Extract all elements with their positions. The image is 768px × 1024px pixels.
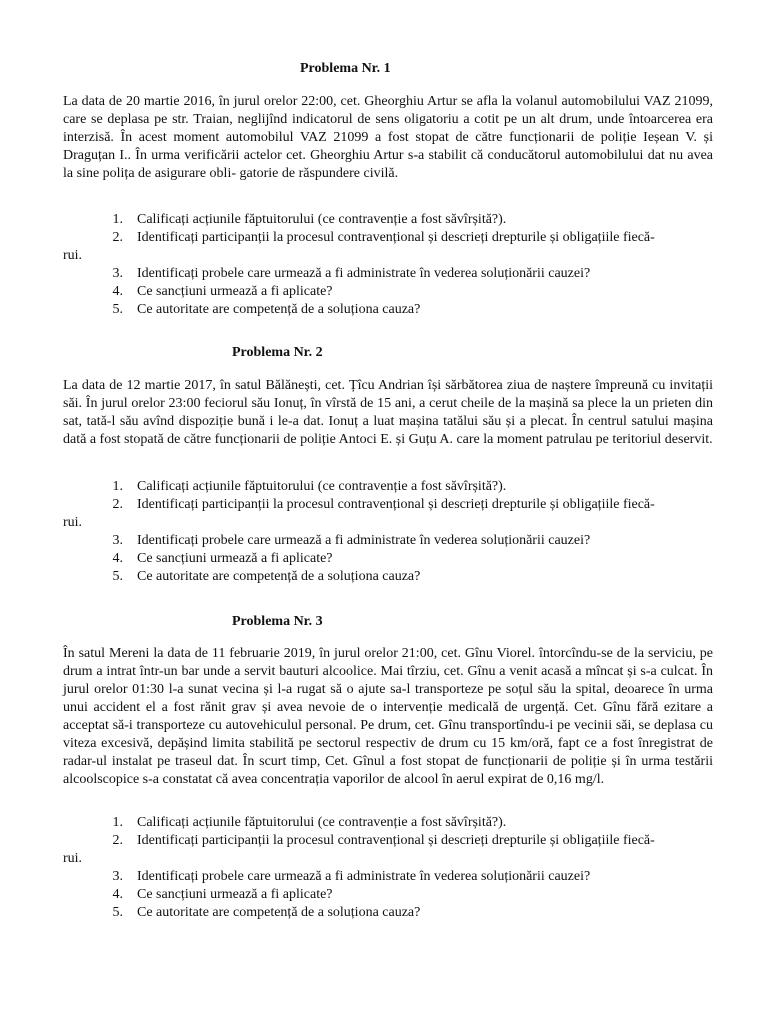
question-item: 4. Ce sancțiuni urmează a fi aplicate? <box>112 284 333 299</box>
question-item: 5. Ce autoritate are competență de a soluționa cauza? <box>112 905 421 920</box>
question-item: 1. Calificați acțiunile făptuitorului (ce contravenție a fost săvîrșită?). <box>112 815 507 830</box>
question-item: 2. Identificați participanții la procesul contravențional și descrieți drepturile și obligațiile fiecă- rui. <box>63 230 655 263</box>
question-item: 3. Identificați probele care urmează a fi administrate în vederea soluționării cauzei? <box>112 869 591 884</box>
question-item: 1. Calificați acțiunile făptuitorului (ce contravenție a fost săvîrșită?). <box>112 212 507 227</box>
problem-2-title: Problema Nr. 2 <box>232 345 323 360</box>
problem-2-questions <box>63 478 713 586</box>
problem-2-text: La data de 12 martie 2017, în satul Bălănești, cet. Țîcu Andrian își sărbătorea ziua de naștere împreună cu invitații săi. În jurul orelor 23:00 feciorul său Ionuț, în vîrstă de 15 ani, a cerut cheile de la mașină sa plece la un prieten din sat, tată-l său avînd dispoziție bună i le-a dat. Ionuț a luat mașina tatălui său și a plecat. În centrul satului mașina dată a fost stopată de către funcționarii de poliție Antoci E. și Guțu A. care la moment patrulau pe teritoriul deservit. <box>63 378 713 447</box>
question-item: 2. Identificați participanții la procesul contravențional și descrieți drepturile și obligațiile fiecă- rui. <box>63 833 655 866</box>
problem-1-title: Problema Nr. 1 <box>300 61 391 76</box>
question-item: 3. Identificați probele care urmează a fi administrate în vederea soluționării cauzei? <box>112 533 591 548</box>
question-item: 1. Calificați acțiunile făptuitorului (ce contravenție a fost săvîrșită?). <box>112 479 507 494</box>
problem-3-questions <box>63 814 713 922</box>
question-item: 5. Ce autoritate are competență de a soluționa cauza? <box>112 302 421 317</box>
problem-1-questions <box>63 211 713 319</box>
problem-1-text: La data de 20 martie 2016, în jurul orelor 22:00, cet. Gheorghiu Artur se afla la volanul automobilului VAZ 21099, care se deplasa pe str. Traian, neglijînd indicatorul de sens oligatoriu a cotit pe un alt drum, unde întoarcerea era interzisă. În acest moment automobilul VAZ 21099 a fost stopat de către funcționarii de poliție Ieșean V. și Draguțan I.. În urma verificării actelor cet. Gheorghiu Artur s-a stabilit că conducătorul automobilului dat nu avea la sine polița de asigurare obli- gatorie de răspundere civilă. <box>63 94 713 181</box>
question-item: 4. Ce sancțiuni urmează a fi aplicate? <box>112 551 333 566</box>
question-item: 4. Ce sancțiuni urmează a fi aplicate? <box>112 887 333 902</box>
problem-3-text: În satul Mereni la data de 11 februarie 2019, în jurul orelor 21:00, cet. Gînu Viorel. întorcîndu-se de la serviciu, pe drum a intrat într-un bar unde a servit bauturi alcoolice. Mai tîrziu, cet. Gînu a venit acasă a mîncat și s-a culcat. În jurul orelor 01:30 l-a sunat vecina și l-a rugat să o ajute sa-l transporteze pe soțul său la spital, deoarece în urma unui accident el a fost rănit grav și avea nevoie de o intervenție medicală de urgență. Cet. Gînu fără ezitare a acceptat să-i transporteze cu autovehiculul personal. Pe drum, cet. Gînu transportîndu-i pe vecinii săi, se deplasa cu viteza excesivă, depășind limita stabilită pe sectorul respectiv de drum cu 15 km/oră, fapt ce a fost înregistrat de radar-ul instalat pe traseul dat. În scurt timp, Cet. Gînul a fost stopat de funcționarii de poliție și în urma testării alcoolscopice s-a constatat că avea concentrația vaporilor de alcool în aerul expirat de 0,16 mg/l. <box>63 646 713 787</box>
question-item: 2. Identificați participanții la procesul contravențional și descrieți drepturile și obligațiile fiecă- rui. <box>63 497 655 530</box>
question-item: 3. Identificați probele care urmează a fi administrate în vederea soluționării cauzei? <box>112 266 591 281</box>
problem-3-title: Problema Nr. 3 <box>232 614 323 629</box>
question-item: 5. Ce autoritate are competență de a soluționa cauza? <box>112 569 421 584</box>
